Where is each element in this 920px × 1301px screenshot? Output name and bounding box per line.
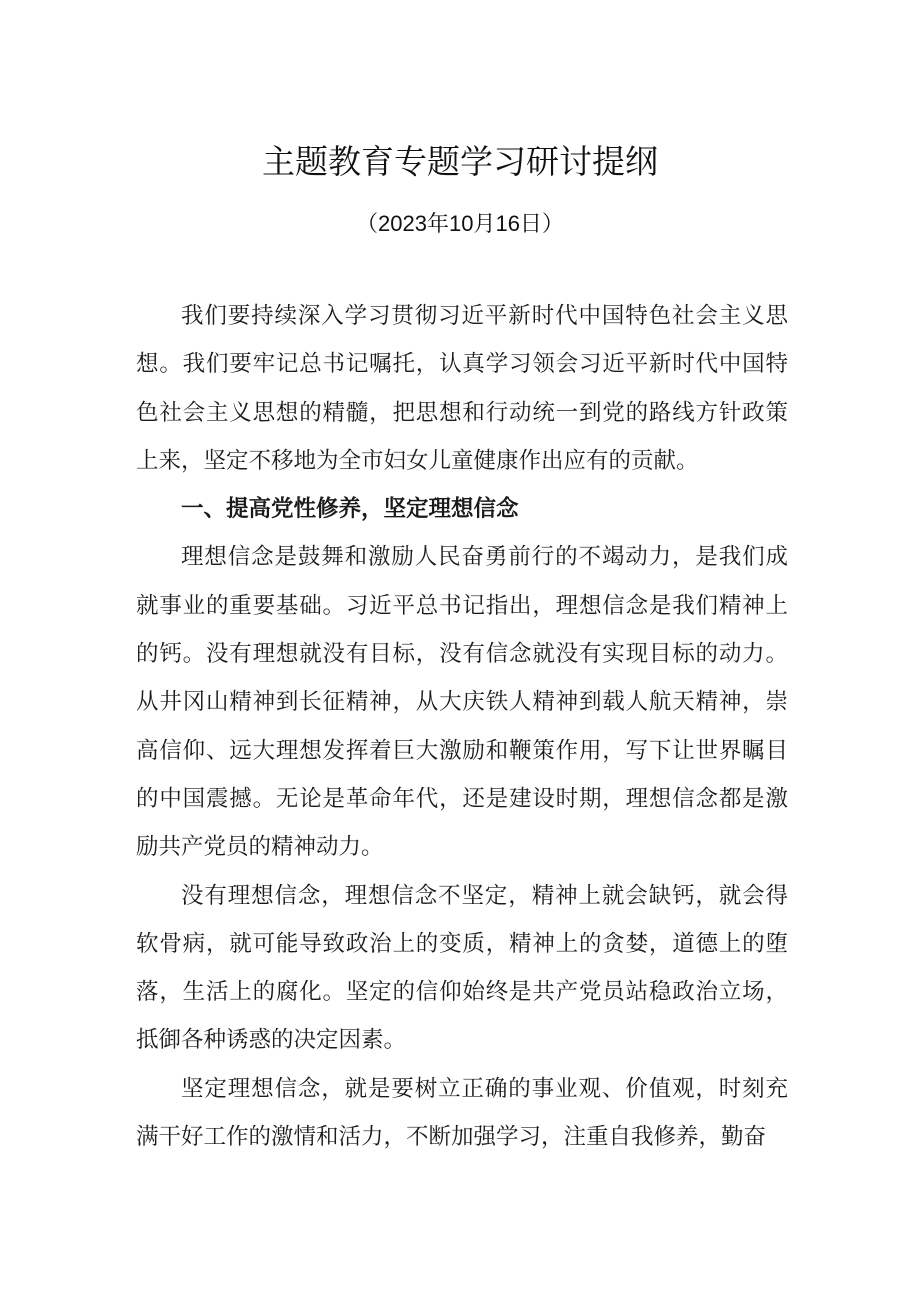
paragraph: 坚定理想信念，就是要树立正确的事业观、价值观，时刻充满干好工作的激情和活力，不断加强学习，注重自我修养，勤奋 bbox=[136, 1075, 788, 1151]
document-date: （2023年10月16日） bbox=[356, 211, 564, 236]
paragraph: 没有理想信念，理想信念不坚定，精神上就会缺钙，就会得软骨病，就可能导致政治上的变质，精神上的贪婪，道德上的堕落，生活上的腐化。坚定的信仰始终是共产党员站稳政治立场，抵御各种诱惑的决定因素。 bbox=[136, 882, 788, 1054]
section-heading: 一、提高党性修养，坚定理想信念 bbox=[181, 496, 519, 523]
document-body bbox=[136, 292, 788, 1161]
paragraph: 理想信念是鼓舞和激励人民奋勇前行的不竭动力，是我们成就事业的重要基础。习近平总书记指出，理想信念是我们精神上的钙。没有理想就没有目标，没有信念就没有实现目标的动力。从井冈山精神到长征精神，从大庆铁人精神到载人航天精神，崇高信仰、远大理想发挥着巨大激励和鞭策作用，写下让世界瞩目的中国震撼。无论是革命年代，还是建设时期，理想信念都是激励共产党员的精神动力。 bbox=[136, 544, 788, 861]
paragraph: 我们要持续深入学习贯彻习近平新时代中国特色社会主义思想。我们要牢记总书记嘱托，认真学习领会习近平新时代中国特色社会主义思想的精髓，把思想和行动统一到党的路线方针政策上来，坚定不移地为全市妇女儿童健康作出应有的贡献。 bbox=[136, 303, 788, 474]
document-title: 主题教育专题学习研讨提纲 bbox=[262, 142, 658, 181]
